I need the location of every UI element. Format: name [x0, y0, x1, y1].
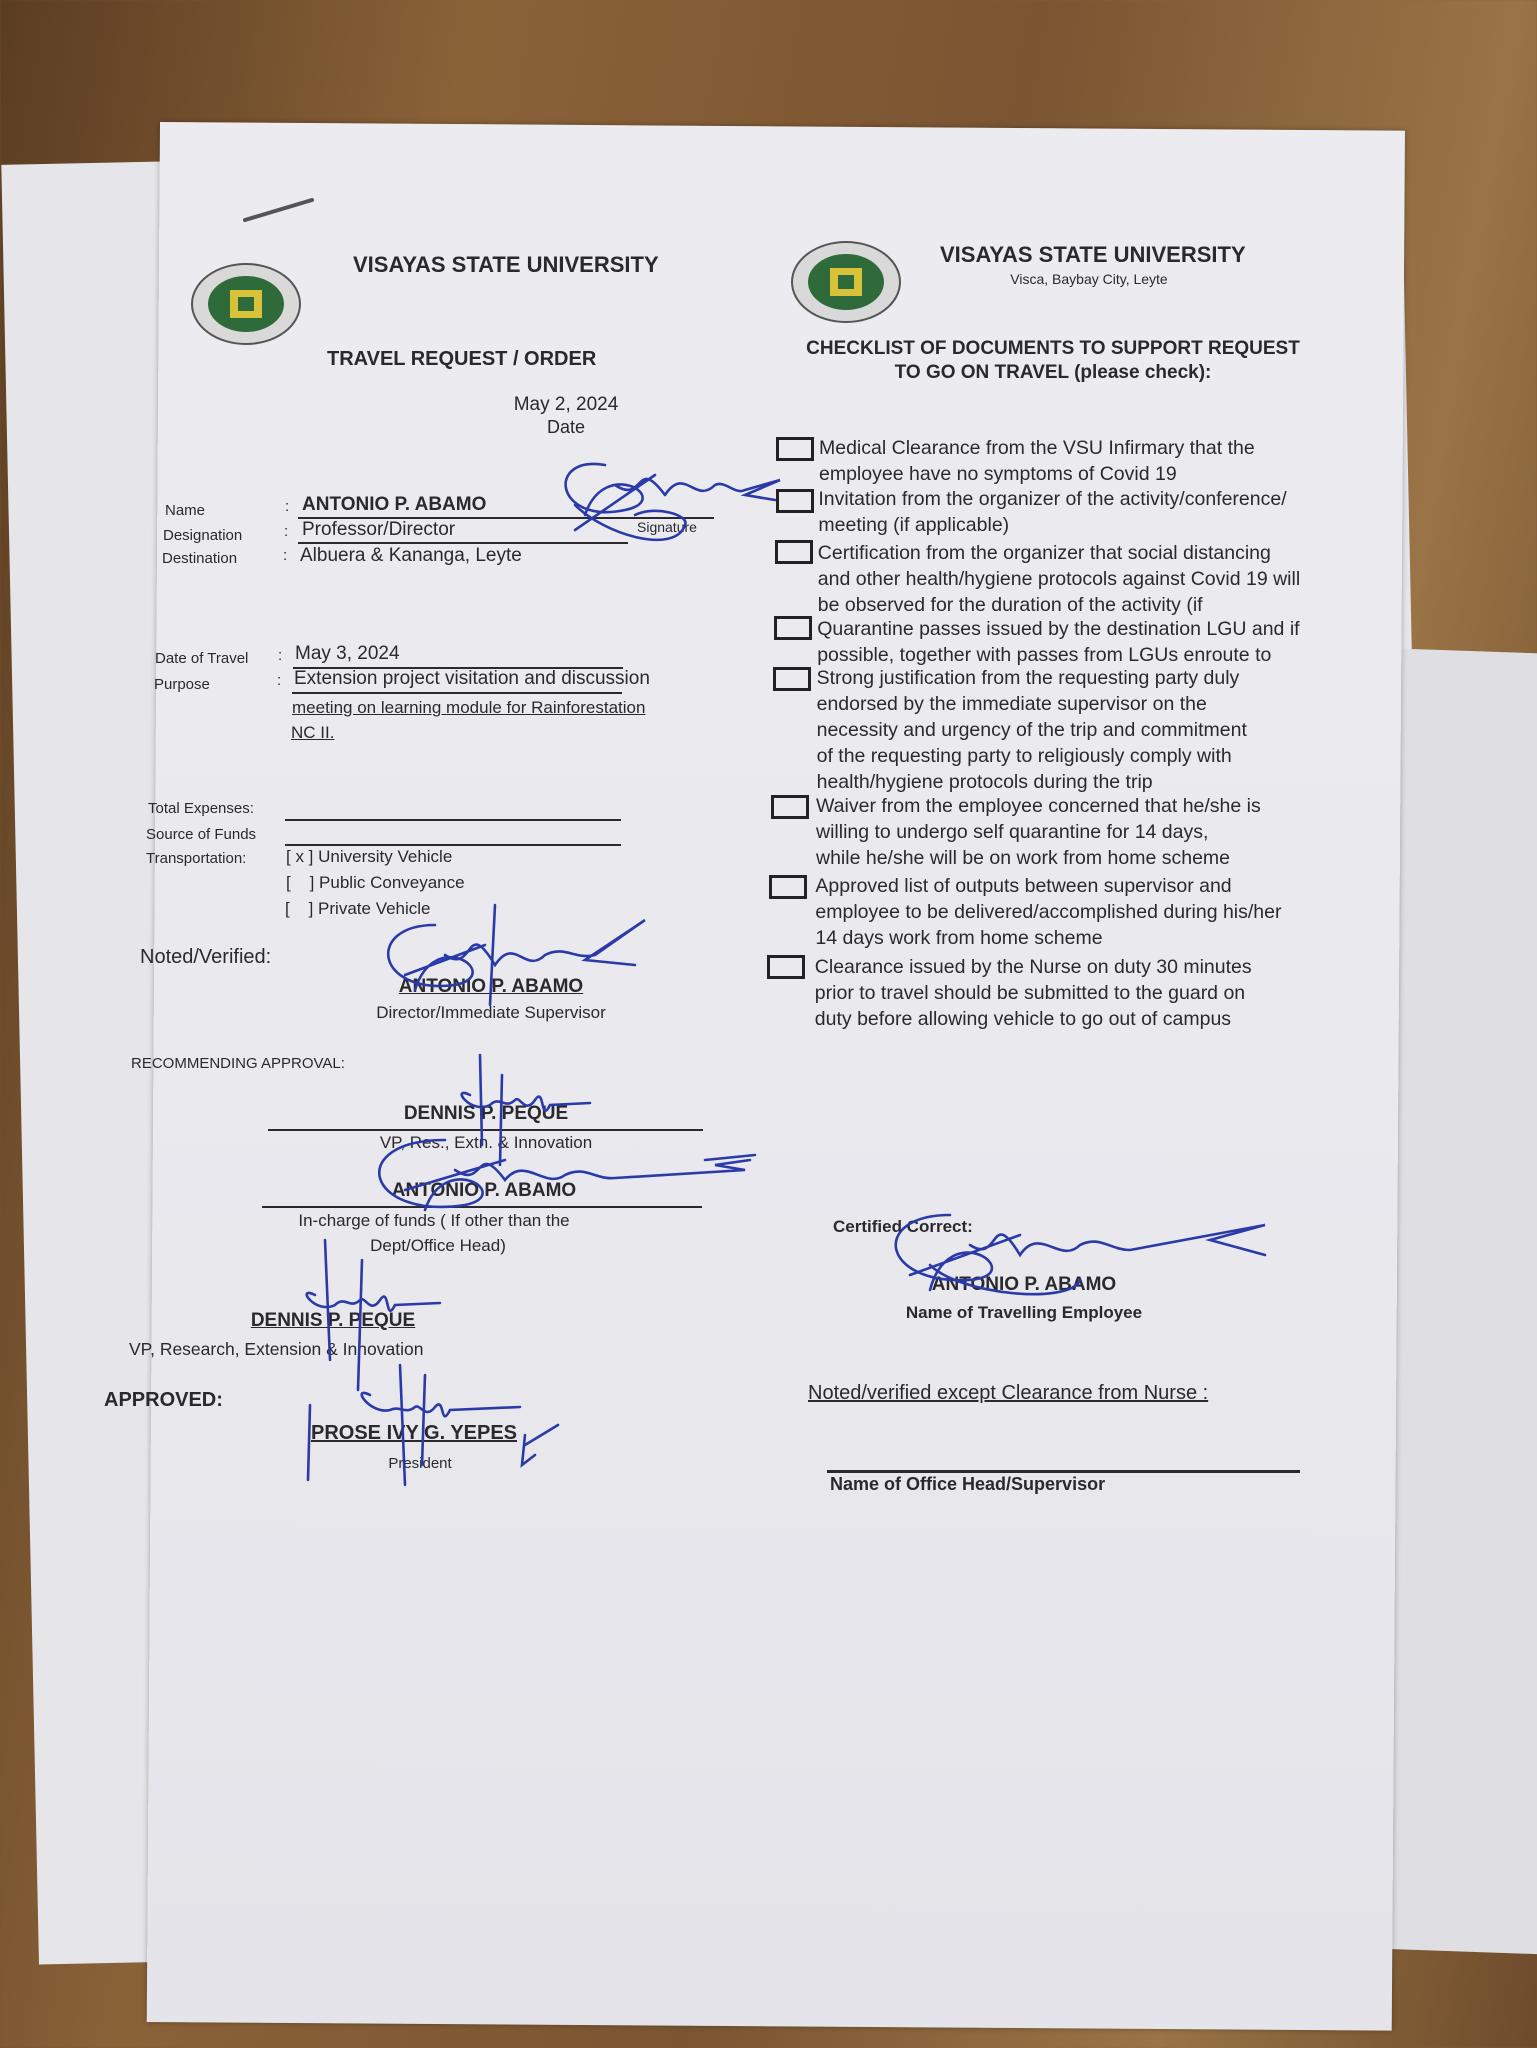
- checklist-item-line: employee have no symptoms of Covid 19: [819, 463, 1177, 485]
- checklist-checkbox[interactable]: [774, 616, 812, 640]
- university-seal-logo: [190, 262, 302, 346]
- checklist-checkbox[interactable]: [769, 875, 807, 899]
- office-head-signature-line: [827, 1470, 1300, 1473]
- checklist-title-2: TO GO ON TRAVEL (please check):: [894, 362, 1212, 383]
- checklist-item-line: Waiver from the employee concerned that he/she is: [816, 795, 1261, 817]
- checklist-item-line: Strong justification from the requesting party duly: [816, 667, 1240, 689]
- vp-title: VP, Research, Extension & Innovation: [129, 1339, 424, 1359]
- destination-value: Albuera & Kananga, Leyte: [300, 545, 522, 566]
- checklist-item-line: possible, together with passes from LGUs enroute to: [817, 644, 1272, 666]
- form-title: TRAVEL REQUEST / ORDER: [327, 348, 597, 370]
- signature-label: Signature: [637, 519, 697, 535]
- staple-mark: [240, 195, 320, 225]
- checklist-item-line: and other health/hygiene protocols against Covid 19 will: [817, 568, 1301, 590]
- approved-label: APPROVED:: [104, 1389, 223, 1411]
- transportation-label: Transportation:: [146, 850, 247, 867]
- checklist-item-line: Certification from the organizer that social distancing: [817, 542, 1271, 564]
- purpose-line-1: Extension project visitation and discussion: [294, 668, 650, 689]
- name-value: ANTONIO P. ABAMO: [302, 494, 487, 515]
- recommender-title: VP, Res., Extn. & Innovation: [379, 1133, 593, 1152]
- office-head-label: Name of Office Head/Supervisor: [830, 1474, 1106, 1494]
- certified-correct-label: Certified Correct:: [833, 1217, 973, 1236]
- traveller-name: ANTONIO P. ABAMO: [931, 1274, 1117, 1295]
- funds-incharge-title-2: Dept/Office Head): [370, 1236, 506, 1255]
- checklist-checkbox[interactable]: [776, 437, 814, 461]
- president-title: President: [388, 1455, 452, 1472]
- total-expenses-field: [285, 819, 621, 821]
- travel-request-form: VISAYAS STATE UNIVERSITY TRAVEL REQUEST / ORDER May 2, 2024 Date Name : ANTONIO P. ABAMO Signature Designation : Professor/Director Destination : Albuera & Kananga, Leyte Date of Travel : May 3, 2024 Purpose : Extension project visitation and discussion meeting on learning module for Rainforestation NC II. Total Expenses: Source of Funds Transportation: [ x ] University Vehicle [ ] Public Conveyance [ ] Private Vehicle Noted/Verified: ANTONIO P. ABAMO Director/Immediate Supervisor RECOMMENDING APPROVAL: DENNIS P. PEQUE VP, Res., Extn. & Innovation ANTONIO P. ABAMO In-charge of funds ( If other than the Dept/Office Head) DENNIS P. PEQUE VP, Research, Extension & Innovation APPROVED: PROSE IVY G. YEPES President VISAYAS STATE UNIVERSITY Visca, Baybay City, Leyte CHECKLIST OF DOCUMENTS TO SUPPORT REQUEST TO GO ON TRAVEL (please check): Medical Clearance from the VSU Infirmary that the employee have no symptoms of Covid 19 Invitation from the organizer of the activity/conference/ meeting (if applicable) Certification from the organizer that social distancing and other health/hygiene protocols against Covid 19 will be observed for the duration of the activity (if Quarantine passes issued by the destination LGU and if possible, together with passes from LGUs enroute to Strong justification from the requesting party duly endorsed by the immediate supervisor on the necessity and urgency of the trip and commitment of the requesting party to religiously comply with health/hygiene protocols during the trip Waiver from the employee concerned that he/she is willing to undergo self quarantine for 14 days, while he/she will be on work from home scheme Approved list of outputs between supervisor and employee to be delivered/accomplished during his/her 14 days work from home scheme Clearance issued by the Nurse on duty 30 minutes prior to travel should be submitted to the guard on duty before allowing vehicle to go out of campus Certified Correct: ANTONIO P. ABAMO Name of Travelling Employee Noted/verified except Clearance from Nurse : Name of Office Head/Supervisor: [0, 0, 1537, 2048]
- checklist-item-line: Medical Clearance from the VSU Infirmary that the: [819, 437, 1255, 459]
- destination-label: Destination: [162, 550, 238, 567]
- checklist-checkbox[interactable]: [775, 540, 813, 564]
- total-expenses-label: Total Expenses:: [148, 800, 254, 817]
- noted-verified-label: Noted/Verified:: [140, 946, 272, 968]
- checklist-checkbox[interactable]: [771, 795, 809, 819]
- funds-incharge-line: [262, 1206, 702, 1208]
- checklist-item: [818, 486, 1286, 538]
- checklist-item-line: Invitation from the organizer of the activity/conference/: [818, 488, 1287, 510]
- checklist-item: [818, 540, 1300, 618]
- checklist-checkbox[interactable]: [773, 667, 811, 691]
- transport-option-university-vehicle: [ x ] University Vehicle: [286, 847, 453, 866]
- checklist-item-line: necessity and urgency of the trip and commitment: [816, 719, 1247, 741]
- checklist-item: [817, 616, 1299, 668]
- university-name: VISAYAS STATE UNIVERSITY: [353, 252, 659, 277]
- checklist-item-line: Approved list of outputs between supervisor and: [815, 875, 1232, 897]
- checklist-item: [819, 435, 1255, 487]
- noted-by-title: Director/Immediate Supervisor: [376, 1003, 606, 1022]
- checklist-item-line: while he/she will be on work from home scheme: [816, 847, 1231, 869]
- checklist-item-line: meeting (if applicable): [818, 514, 1010, 536]
- checklist-item-line: Clearance issued by the Nurse on duty 30 minutes: [814, 956, 1252, 978]
- source-of-funds-label: Source of Funds: [146, 826, 257, 843]
- transport-option-private-vehicle: [ ] Private Vehicle: [285, 899, 431, 918]
- checklist-item-line: prior to travel should be submitted to the guard on: [814, 982, 1246, 1004]
- vp-name: DENNIS P. PEQUE: [250, 1310, 416, 1331]
- date-of-travel-label: Date of Travel: [155, 650, 249, 667]
- designation-label: Designation: [163, 527, 243, 544]
- source-of-funds-field: [285, 844, 621, 846]
- university-seal-logo-right: [790, 240, 902, 324]
- noted-by-name: ANTONIO P. ABAMO: [398, 976, 584, 997]
- checklist-item-line: be observed for the duration of the activity (if: [817, 594, 1203, 616]
- signature-traveller: [870, 1195, 1270, 1315]
- funds-incharge-title-1: In-charge of funds ( If other than the: [298, 1211, 570, 1230]
- checklist-item-line: 14 days work from home scheme: [815, 927, 1103, 949]
- checklist-item: [815, 954, 1252, 1032]
- traveller-title: Name of Travelling Employee: [905, 1303, 1143, 1322]
- noted-except-nurse-label: Noted/verified except Clearance from Nurse :: [808, 1382, 1209, 1404]
- checklist-checkbox[interactable]: [767, 955, 805, 979]
- designation-underline: [298, 542, 628, 544]
- university-name-right: VISAYAS STATE UNIVERSITY: [940, 242, 1246, 267]
- request-date: May 2, 2024: [513, 394, 619, 415]
- checklist-item-line: willing to undergo self quarantine for 14 days,: [816, 821, 1209, 843]
- designation-value: Professor/Director: [302, 519, 456, 540]
- checklist-item-line: endorsed by the immediate supervisor on the: [816, 693, 1207, 715]
- checklist-checkbox[interactable]: [776, 489, 814, 513]
- checklist-title-1: CHECKLIST OF DOCUMENTS TO SUPPORT REQUEST: [806, 338, 1300, 359]
- checklist-item-line: Quarantine passes issued by the destination LGU and if: [817, 618, 1300, 640]
- checklist-item-line: health/hygiene protocols during the trip: [816, 771, 1153, 793]
- university-address: Visca, Baybay City, Leyte: [1010, 271, 1168, 287]
- date-label: Date: [546, 417, 586, 437]
- president-name: PROSE IVY G. YEPES: [311, 1422, 518, 1444]
- checklist-item: [815, 873, 1281, 951]
- checklist-item-line: duty before allowing vehicle to go out of campus: [814, 1008, 1232, 1030]
- date-of-travel-value: May 3, 2024: [295, 643, 400, 664]
- recommending-approval-label: RECOMMENDING APPROVAL:: [131, 1055, 345, 1072]
- name-label: Name: [165, 502, 206, 519]
- purpose-label: Purpose: [154, 676, 210, 693]
- checklist-item: [817, 665, 1247, 795]
- funds-incharge-name: ANTONIO P. ABAMO: [391, 1180, 577, 1201]
- checklist-item: [816, 793, 1261, 871]
- recommender-line: [268, 1129, 703, 1131]
- recommender-name: DENNIS P. PEQUE: [403, 1103, 569, 1124]
- purpose-line-3: NC II.: [291, 723, 335, 742]
- checklist-item-line: of the requesting party to religiously comply with: [816, 745, 1232, 767]
- checklist-item-line: employee to be delivered/accomplished during his/her: [815, 901, 1282, 923]
- purpose-line-2: meeting on learning module for Rainforestation: [292, 698, 646, 717]
- transport-option-public-conveyance: [ ] Public Conveyance: [286, 873, 465, 892]
- purpose-underline: [292, 692, 622, 694]
